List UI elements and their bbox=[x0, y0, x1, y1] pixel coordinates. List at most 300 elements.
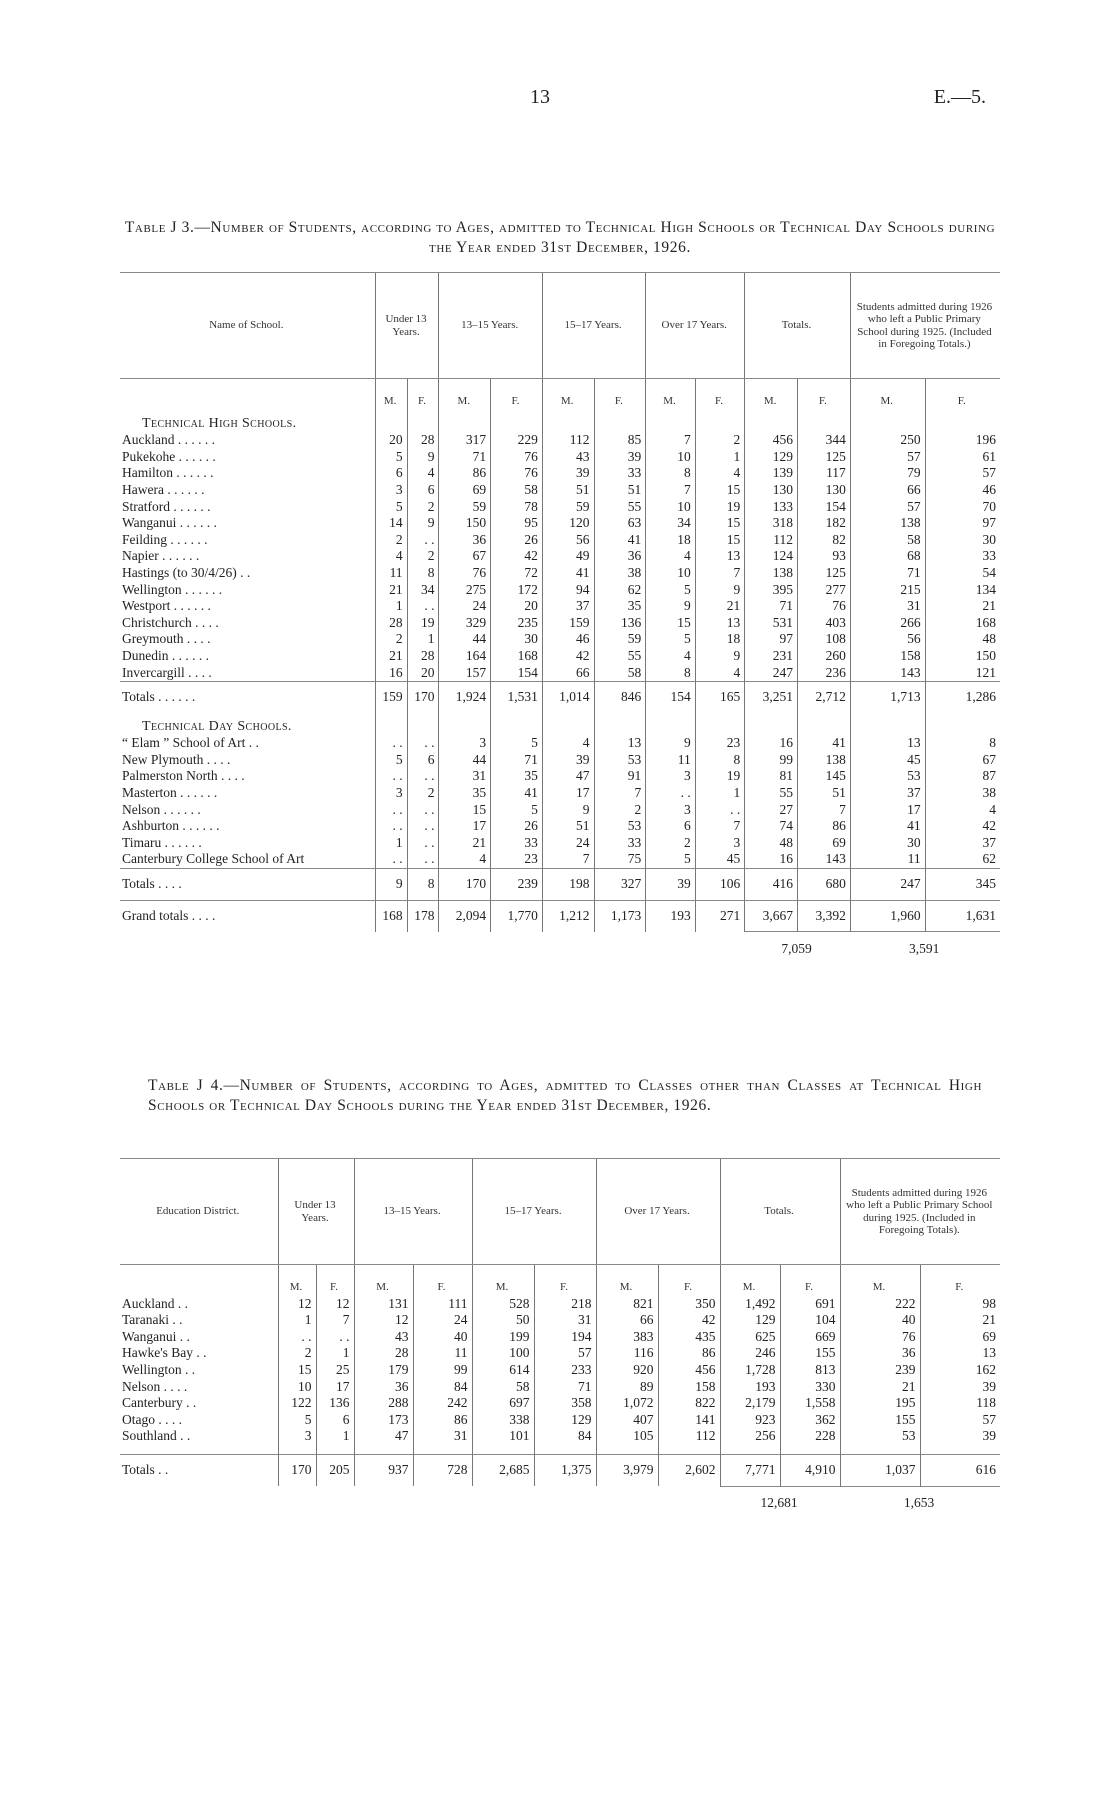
row-label: Westport . . . . . . bbox=[122, 598, 211, 614]
cell-value: 33 bbox=[594, 835, 646, 852]
page-number: 13 bbox=[530, 86, 550, 108]
cell-value: 71 bbox=[850, 565, 925, 582]
cell-value: 62 bbox=[925, 851, 1000, 868]
cell-value: 10 bbox=[646, 565, 695, 582]
cell-value: 1 bbox=[316, 1345, 354, 1362]
cell-value: 155 bbox=[840, 1412, 920, 1429]
cell-value: 2,685 bbox=[472, 1454, 534, 1486]
cell-value: 228 bbox=[780, 1428, 840, 1445]
cell-value: 231 bbox=[745, 648, 798, 665]
cell-value: 1 bbox=[695, 449, 745, 466]
header-totals: Totals. bbox=[720, 1159, 840, 1265]
cell-value: 4 bbox=[439, 851, 491, 868]
cell-value: 129 bbox=[745, 449, 798, 466]
gap-cell bbox=[720, 1445, 780, 1455]
cell-value: 1,212 bbox=[542, 900, 594, 932]
school-row bbox=[120, 565, 1000, 582]
cell-value: 58 bbox=[850, 532, 925, 549]
cell-value: 130 bbox=[745, 482, 798, 499]
male-label: M. bbox=[472, 1265, 534, 1296]
combined-totals-row bbox=[120, 1486, 1000, 1515]
row-label: Otago . . . . bbox=[122, 1411, 182, 1427]
cell-value: 89 bbox=[596, 1379, 658, 1396]
cell-value: 87 bbox=[925, 768, 1000, 785]
cell-value: 43 bbox=[542, 449, 594, 466]
cell-value: 23 bbox=[695, 735, 745, 752]
cell-value: 35 bbox=[439, 785, 491, 802]
cell-value: 76 bbox=[491, 465, 543, 482]
cell-blank bbox=[695, 713, 745, 736]
cell-blank bbox=[925, 410, 1000, 433]
high-schools-totals-row bbox=[120, 682, 1000, 713]
cell-value: 99 bbox=[413, 1362, 472, 1379]
cell-value: 45 bbox=[850, 752, 925, 769]
cell-value: 193 bbox=[646, 900, 695, 932]
cell-value: 84 bbox=[534, 1428, 596, 1445]
cell-value: 76 bbox=[840, 1329, 920, 1346]
cell-value: 36 bbox=[594, 548, 646, 565]
cell-value: 17 bbox=[542, 785, 594, 802]
row-label: “ Elam ” School of Art . . bbox=[122, 735, 259, 751]
cell-value: 15 bbox=[695, 532, 745, 549]
cell-value: 2 bbox=[407, 548, 439, 565]
cell-value: 94 bbox=[542, 582, 594, 599]
cell-value: 4 bbox=[542, 735, 594, 752]
cell-value: 11 bbox=[375, 565, 407, 582]
cell-value: 1,558 bbox=[780, 1395, 840, 1412]
cell-value: 5 bbox=[375, 449, 407, 466]
cell-value: 44 bbox=[439, 752, 491, 769]
cell-value: 53 bbox=[594, 818, 646, 835]
cell-value: 5 bbox=[646, 851, 695, 868]
male-label: M. bbox=[354, 1265, 413, 1296]
cell-value: 57 bbox=[534, 1345, 596, 1362]
cell-value: 42 bbox=[542, 648, 594, 665]
cell-value: 229 bbox=[491, 432, 543, 449]
cell-value: 125 bbox=[798, 565, 851, 582]
cell-value: 129 bbox=[534, 1412, 596, 1429]
mf-header-row bbox=[120, 1265, 1000, 1296]
section-technical-day-schools bbox=[120, 713, 1000, 736]
cell-value: 15 bbox=[646, 615, 695, 632]
cell-value: 10 bbox=[278, 1379, 316, 1396]
cell-value: 56 bbox=[850, 631, 925, 648]
cell-value: 39 bbox=[542, 465, 594, 482]
cell-value: 120 bbox=[542, 515, 594, 532]
cell-value: 154 bbox=[491, 665, 543, 682]
cell-value: 10 bbox=[646, 449, 695, 466]
cell-value: 317 bbox=[439, 432, 491, 449]
cell-value: . . bbox=[407, 532, 439, 549]
cell-value: 116 bbox=[596, 1345, 658, 1362]
cell-value: 3 bbox=[278, 1428, 316, 1445]
cell-value: 157 bbox=[439, 665, 491, 682]
cell-value: 136 bbox=[594, 615, 646, 632]
row-label: Hawke's Bay . . bbox=[122, 1345, 207, 1361]
cell-value: 1 bbox=[316, 1428, 354, 1445]
cell-value: 51 bbox=[594, 482, 646, 499]
cell-value: 141 bbox=[658, 1412, 720, 1429]
row-label: Wanganui . . . . . . bbox=[122, 515, 217, 531]
cell-value: 84 bbox=[413, 1379, 472, 1396]
cell-value: 5 bbox=[375, 752, 407, 769]
cell-value: 51 bbox=[542, 482, 594, 499]
cell-value: 8 bbox=[695, 752, 745, 769]
cell-value: 105 bbox=[596, 1428, 658, 1445]
cell-value: 416 bbox=[745, 869, 798, 901]
cell-value: 39 bbox=[542, 752, 594, 769]
row-label: Pukekohe . . . . . . bbox=[122, 448, 216, 464]
cell-value: 5 bbox=[646, 631, 695, 648]
cell-value: 143 bbox=[850, 665, 925, 682]
cell-value: 39 bbox=[920, 1379, 1000, 1396]
row-label: Masterton . . . . . . bbox=[122, 785, 218, 801]
cell-blank bbox=[594, 410, 646, 433]
header-totals: Totals. bbox=[745, 273, 851, 379]
section-label: Technical Day Schools. bbox=[142, 718, 292, 734]
cell-blank bbox=[542, 713, 594, 736]
mf-spacer bbox=[120, 379, 375, 410]
cell-value: 133 bbox=[745, 499, 798, 516]
cell-value: 5 bbox=[491, 802, 543, 819]
cell-value: 12 bbox=[354, 1312, 413, 1329]
female-label: F. bbox=[594, 379, 646, 410]
cell-value: 59 bbox=[542, 499, 594, 516]
cell-value: 154 bbox=[798, 499, 851, 516]
cell-value: 138 bbox=[850, 515, 925, 532]
cell-value: 86 bbox=[658, 1345, 720, 1362]
combined-totals: 12,681 bbox=[720, 1486, 840, 1515]
section-technical-high-schools bbox=[120, 410, 1000, 433]
cell-value: 97 bbox=[745, 631, 798, 648]
cell-value: 9 bbox=[407, 449, 439, 466]
cell-value: 7 bbox=[695, 818, 745, 835]
cell-blank bbox=[375, 410, 407, 433]
cell-value: 4 bbox=[646, 548, 695, 565]
row-label: New Plymouth . . . . bbox=[122, 751, 231, 767]
gap-cell bbox=[316, 1445, 354, 1455]
district-row bbox=[120, 1379, 1000, 1396]
cell-value: 33 bbox=[925, 548, 1000, 565]
cell-value: . . bbox=[407, 802, 439, 819]
mf-header-row bbox=[120, 379, 1000, 410]
header-13-15: 13–15 Years. bbox=[439, 273, 542, 379]
school-row bbox=[120, 818, 1000, 835]
cell-value: 145 bbox=[798, 768, 851, 785]
female-label: F. bbox=[491, 379, 543, 410]
cell-value: 41 bbox=[594, 532, 646, 549]
cell-value: 7 bbox=[316, 1312, 354, 1329]
row-label: Southland . . bbox=[122, 1428, 191, 1444]
table-j3-title: Table J 3.—Number of Students, according to Ages, admitted to Technical High Schools or Technical Day Schools during the Year ended 31st December, 1926. bbox=[124, 219, 996, 256]
totals-row bbox=[120, 1454, 1000, 1486]
cell-value: 4 bbox=[925, 802, 1000, 819]
cell-value: 98 bbox=[920, 1296, 1000, 1313]
cell-blank bbox=[646, 410, 695, 433]
cell-value: 63 bbox=[594, 515, 646, 532]
cell-value: 130 bbox=[798, 482, 851, 499]
cell-value: 1 bbox=[375, 598, 407, 615]
cell-value: 195 bbox=[840, 1395, 920, 1412]
cell-value: 8 bbox=[407, 869, 439, 901]
cell-value: 112 bbox=[658, 1428, 720, 1445]
cell-value: 57 bbox=[925, 465, 1000, 482]
cell-value: 28 bbox=[354, 1345, 413, 1362]
cell-value: 1 bbox=[278, 1312, 316, 1329]
cell-value: 407 bbox=[596, 1412, 658, 1429]
cell-value: 138 bbox=[745, 565, 798, 582]
cell-value: 55 bbox=[594, 648, 646, 665]
cell-value: 2 bbox=[594, 802, 646, 819]
school-row bbox=[120, 785, 1000, 802]
cell-value: 8 bbox=[646, 665, 695, 682]
cell-value: 28 bbox=[407, 648, 439, 665]
cell-value: 117 bbox=[798, 465, 851, 482]
combined-admitted: 1,653 bbox=[840, 1486, 1000, 1515]
cell-value: . . bbox=[375, 735, 407, 752]
cell-blank bbox=[745, 410, 798, 433]
cell-value: 9 bbox=[542, 802, 594, 819]
cell-value: 74 bbox=[745, 818, 798, 835]
cell-value: 193 bbox=[720, 1379, 780, 1396]
cell-value: 71 bbox=[439, 449, 491, 466]
cell-value: 33 bbox=[491, 835, 543, 852]
cell-value: 70 bbox=[925, 499, 1000, 516]
cell-value: 6 bbox=[407, 752, 439, 769]
cell-value: . . bbox=[375, 768, 407, 785]
cell-value: 614 bbox=[472, 1362, 534, 1379]
cell-value: 528 bbox=[472, 1296, 534, 1313]
school-row bbox=[120, 515, 1000, 532]
row-label: Nelson . . . . bbox=[122, 1378, 188, 1394]
cell-value: 17 bbox=[316, 1379, 354, 1396]
cell-value: 8 bbox=[407, 565, 439, 582]
cell-value: 2,602 bbox=[658, 1454, 720, 1486]
cell-value: 7 bbox=[798, 802, 851, 819]
cell-value: 435 bbox=[658, 1329, 720, 1346]
cell-value: 69 bbox=[920, 1329, 1000, 1346]
table-j4 bbox=[120, 1158, 1000, 1515]
cell-value: 14 bbox=[375, 515, 407, 532]
cell-value: 178 bbox=[407, 900, 439, 932]
female-label: F. bbox=[695, 379, 745, 410]
cell-value: 59 bbox=[594, 631, 646, 648]
cell-value: 6 bbox=[375, 465, 407, 482]
cell-value: 41 bbox=[850, 818, 925, 835]
cell-value: 9 bbox=[646, 735, 695, 752]
cell-value: 67 bbox=[439, 548, 491, 565]
cell-value: . . bbox=[407, 851, 439, 868]
cell-value: 26 bbox=[491, 818, 543, 835]
cell-value: 11 bbox=[850, 851, 925, 868]
cell-value: 139 bbox=[745, 465, 798, 482]
cell-value: 728 bbox=[413, 1454, 472, 1486]
cell-value: 71 bbox=[745, 598, 798, 615]
row-label: Hawera . . . . . . bbox=[122, 481, 205, 497]
cell-value: 143 bbox=[798, 851, 851, 868]
female-label: F. bbox=[316, 1265, 354, 1296]
cell-value: 179 bbox=[354, 1362, 413, 1379]
cell-value: 31 bbox=[534, 1312, 596, 1329]
foot-spacer bbox=[120, 932, 745, 961]
cell-value: 266 bbox=[850, 615, 925, 632]
female-label: F. bbox=[658, 1265, 720, 1296]
cell-value: 233 bbox=[534, 1362, 596, 1379]
male-label: M. bbox=[439, 379, 491, 410]
cell-value: 159 bbox=[542, 615, 594, 632]
cell-value: 13 bbox=[920, 1345, 1000, 1362]
table-j4-title: Table J 4.—Number of Students, according to Ages, admitted to Classes other than Classes at Technical High Schools or Technical Day Schools during the Year ended 31st December, 1926. bbox=[148, 1077, 982, 1114]
cell-value: 5 bbox=[491, 735, 543, 752]
cell-value: 3,667 bbox=[745, 900, 798, 932]
cell-value: 165 bbox=[695, 682, 745, 713]
cell-value: 691 bbox=[780, 1296, 840, 1313]
cell-value: 76 bbox=[798, 598, 851, 615]
cell-value: 170 bbox=[407, 682, 439, 713]
cell-value: 1,713 bbox=[850, 682, 925, 713]
cell-value: 55 bbox=[745, 785, 798, 802]
cell-value: 395 bbox=[745, 582, 798, 599]
school-row bbox=[120, 735, 1000, 752]
cell-blank bbox=[439, 410, 491, 433]
cell-value: 1,531 bbox=[491, 682, 543, 713]
cell-value: 318 bbox=[745, 515, 798, 532]
cell-value: 250 bbox=[850, 432, 925, 449]
cell-value: 124 bbox=[745, 548, 798, 565]
cell-value: 86 bbox=[413, 1412, 472, 1429]
cell-value: 34 bbox=[646, 515, 695, 532]
cell-value: 162 bbox=[920, 1362, 1000, 1379]
header-under-13: Under 13 Years. bbox=[375, 273, 439, 379]
cell-value: 54 bbox=[925, 565, 1000, 582]
cell-value: . . bbox=[407, 598, 439, 615]
cell-value: 239 bbox=[491, 869, 543, 901]
school-row bbox=[120, 482, 1000, 499]
cell-value: 199 bbox=[472, 1329, 534, 1346]
cell-value: 42 bbox=[491, 548, 543, 565]
cell-value: 4 bbox=[646, 648, 695, 665]
cell-value: 2 bbox=[407, 499, 439, 516]
district-row bbox=[120, 1329, 1000, 1346]
cell-value: 44 bbox=[439, 631, 491, 648]
female-label: F. bbox=[780, 1265, 840, 1296]
school-row bbox=[120, 752, 1000, 769]
cell-value: 1 bbox=[695, 785, 745, 802]
cell-blank bbox=[850, 410, 925, 433]
cell-value: 48 bbox=[745, 835, 798, 852]
gap-cell bbox=[780, 1445, 840, 1455]
row-label: Canterbury College School of Art bbox=[122, 851, 305, 867]
cell-value: 338 bbox=[472, 1412, 534, 1429]
cell-value: 1,375 bbox=[534, 1454, 596, 1486]
cell-value: 30 bbox=[925, 532, 1000, 549]
cell-value: 158 bbox=[658, 1379, 720, 1396]
cell-value: 39 bbox=[594, 449, 646, 466]
cell-value: 350 bbox=[658, 1296, 720, 1313]
cell-value: 51 bbox=[542, 818, 594, 835]
cell-value: 937 bbox=[354, 1454, 413, 1486]
school-row bbox=[120, 449, 1000, 466]
cell-blank bbox=[798, 410, 851, 433]
cell-value: 21 bbox=[375, 648, 407, 665]
combined-totals: 7,059 bbox=[745, 932, 851, 961]
cell-value: 1,072 bbox=[596, 1395, 658, 1412]
cell-value: 21 bbox=[925, 598, 1000, 615]
cell-value: . . bbox=[695, 802, 745, 819]
female-label: F. bbox=[925, 379, 1000, 410]
cell-value: 222 bbox=[840, 1296, 920, 1313]
cell-value: 4 bbox=[407, 465, 439, 482]
cell-value: 456 bbox=[745, 432, 798, 449]
cell-value: 134 bbox=[925, 582, 1000, 599]
row-label: Wellington . . bbox=[122, 1361, 196, 1377]
cell-value: 260 bbox=[798, 648, 851, 665]
cell-value: 271 bbox=[695, 900, 745, 932]
cell-value: 106 bbox=[695, 869, 745, 901]
female-label: F. bbox=[407, 379, 439, 410]
cell-value: 56 bbox=[542, 532, 594, 549]
row-label: Taranaki . . bbox=[122, 1312, 183, 1328]
cell-value: 68 bbox=[850, 548, 925, 565]
cell-value: 6 bbox=[646, 818, 695, 835]
cell-value: 15 bbox=[695, 515, 745, 532]
cell-value: 242 bbox=[413, 1395, 472, 1412]
male-label: M. bbox=[278, 1265, 316, 1296]
cell-blank bbox=[646, 713, 695, 736]
gap-cell bbox=[840, 1445, 920, 1455]
cell-value: 275 bbox=[439, 582, 491, 599]
cell-value: 66 bbox=[542, 665, 594, 682]
male-label: M. bbox=[542, 379, 594, 410]
cell-value: 3 bbox=[695, 835, 745, 852]
cell-value: 8 bbox=[925, 735, 1000, 752]
row-label: Totals . . bbox=[120, 1454, 278, 1486]
cell-value: 168 bbox=[375, 900, 407, 932]
mf-spacer bbox=[120, 1265, 278, 1296]
cell-value: 24 bbox=[413, 1312, 472, 1329]
school-row bbox=[120, 631, 1000, 648]
cell-value: 38 bbox=[925, 785, 1000, 802]
cell-value: 36 bbox=[840, 1345, 920, 1362]
cell-value: 383 bbox=[596, 1329, 658, 1346]
cell-value: 67 bbox=[925, 752, 1000, 769]
cell-value: 3 bbox=[439, 735, 491, 752]
cell-value: 38 bbox=[594, 565, 646, 582]
cell-blank bbox=[407, 713, 439, 736]
cell-value: 53 bbox=[840, 1428, 920, 1445]
cell-value: 9 bbox=[695, 648, 745, 665]
cell-value: 58 bbox=[594, 665, 646, 682]
cell-value: 129 bbox=[720, 1312, 780, 1329]
cell-value: 4 bbox=[375, 548, 407, 565]
cell-value: 821 bbox=[596, 1296, 658, 1313]
cell-value: 69 bbox=[798, 835, 851, 852]
gap-cell bbox=[596, 1445, 658, 1455]
cell-value: 3,392 bbox=[798, 900, 851, 932]
school-row bbox=[120, 835, 1000, 852]
district-row bbox=[120, 1362, 1000, 1379]
cell-value: 170 bbox=[439, 869, 491, 901]
cell-value: 3 bbox=[646, 768, 695, 785]
cell-value: 3,251 bbox=[745, 682, 798, 713]
male-label: M. bbox=[375, 379, 407, 410]
cell-value: . . bbox=[407, 735, 439, 752]
cell-value: 43 bbox=[354, 1329, 413, 1346]
row-label: Totals . . . . bbox=[120, 869, 375, 901]
cell-value: 55 bbox=[594, 499, 646, 516]
cell-value: 93 bbox=[798, 548, 851, 565]
district-row bbox=[120, 1312, 1000, 1329]
